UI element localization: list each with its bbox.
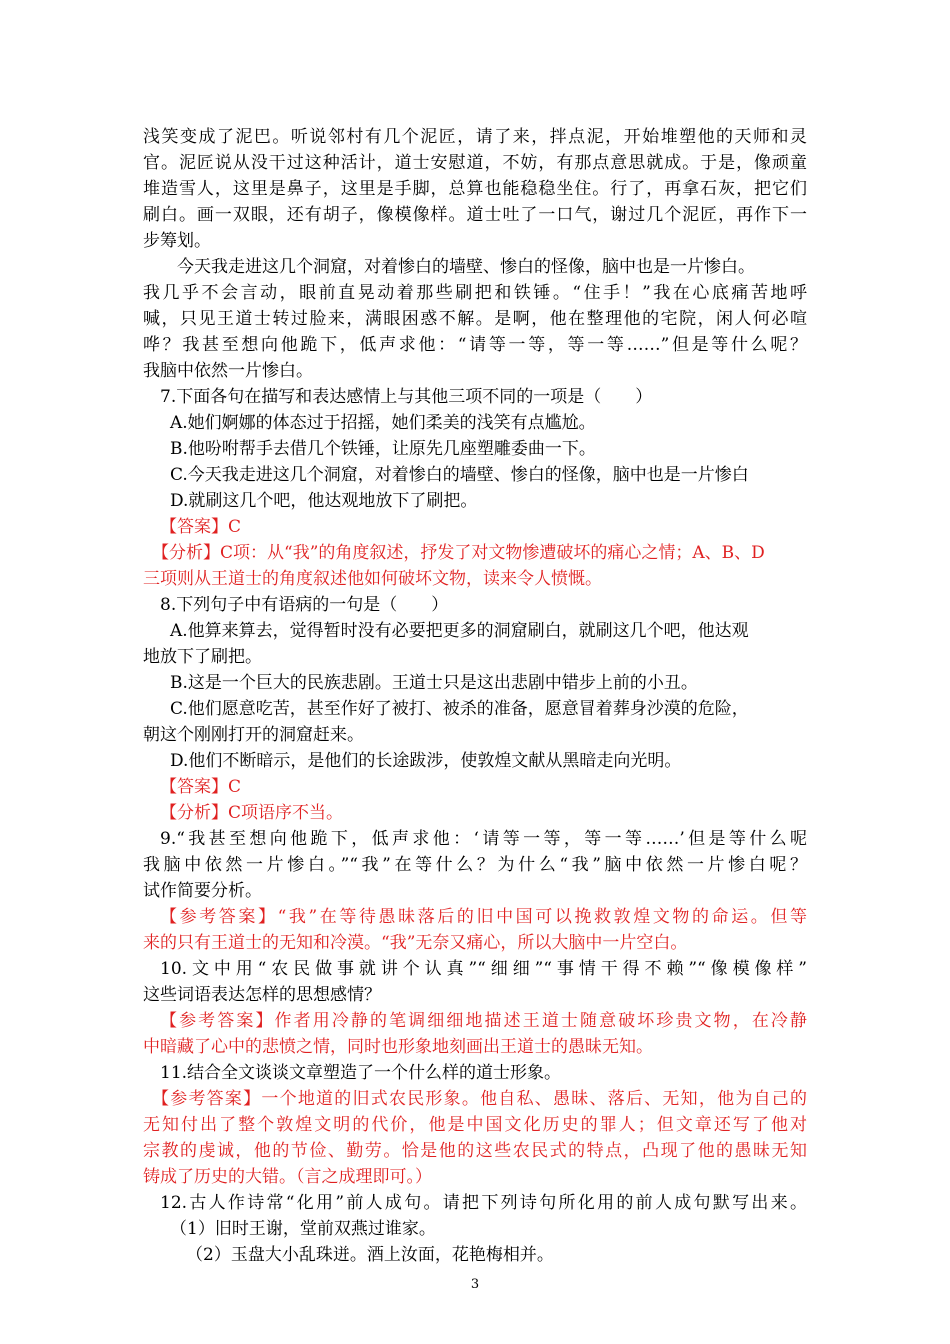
option-a-cont: 地放下了刷把。 [143,647,262,667]
analysis-text: 【分析】C项：从“我”的角度叙述，抒发了对文物惨遭破坏的痛心之情；A、B、D [152,543,765,563]
question-9-cont: 我脑中依然一片惨白。”“我”在等什么？为什么“我”脑中依然一片惨白呢？ [143,855,807,875]
answer-label: 【答案】C [160,777,242,797]
option-a: A.她们婀娜的体态过于招摇，她们柔美的浅笑有点尴尬。 [170,413,596,433]
page-number: 3 [470,1277,480,1292]
reference-answer: 无知付出了整个敦煌文明的代价，他是中国文化历史的罪人；但文章还写了他对 [143,1115,807,1135]
passage-line: 我脑中依然一片惨白。 [143,361,313,381]
reference-answer: 宗教的虔诚，他的节俭、勤劳。恰是他的这些农民式的特点，凸现了他的愚昧无知 [143,1141,807,1161]
option-b: B.他吩咐帮手去借几个铁锤，让原先几座塑雕委曲一下。 [170,439,596,459]
passage-line: 哗？我甚至想向他跪下，低声求他：“请等一等，等一等……”但是等什么呢？ [143,335,807,355]
passage-line: 浅笑变成了泥巴。听说邻村有几个泥匠，请了来，拌点泥，开始堆塑他的天师和灵 [143,127,807,147]
analysis-text: 【分析】C项语序不当。 [160,803,344,823]
reference-answer: 【参考答案】作者用冷静的笔调细细地描述王道士随意破坏珍贵文物，在冷静 [160,1011,807,1031]
passage-line: 步筹划。 [143,231,211,251]
option-a: A.他算来算去，觉得暂时没有必要把更多的洞窟刷白，就刷这几个吧，他达观 [170,621,749,641]
question-11: 11.结合全文谈谈文章塑造了一个什么样的道士形象。 [160,1063,562,1083]
reference-answer: 中暗藏了心中的悲愤之情，同时也形象地刻画出王道士的愚昧无知。 [143,1037,653,1057]
subquestion-2: （2）玉盘大小乱珠迸。酒上汝面，花艳梅相并。 [186,1245,554,1265]
question-9: 9.“我甚至想向他跪下，低声求他：‘请等一等，等一等……’但是等什么呢 [160,829,807,849]
passage-line: 喊，只见王道士转过脸来，满眼困惑不解。是啊，他在整理他的宅院，闲人何必喧 [143,309,807,329]
reference-answer: 【参考答案】“我”在等待愚昧落后的旧中国可以挽救敦煌文物的命运。但等 [160,907,807,927]
option-c-cont: 朝这个刚刚打开的洞窟赶来。 [143,725,364,745]
question-10: 10.文中用“农民做事就讲个认真”“细细”“事情干得不赖”“像模像样” [160,959,807,979]
passage-line: 我几乎不会言动，眼前直晃动着那些刷把和铁锤。“住手！”我在心底痛苦地呼 [143,283,807,303]
option-d: D.就刷这几个吧，他达观地放下了刷把。 [170,491,478,511]
reference-answer: 来的只有王道士的无知和冷漠。“我”无奈又痛心，所以大脑中一片空白。 [143,933,688,953]
option-c: C.他们愿意吃苦，甚至作好了被打、被杀的准备，愿意冒着葬身沙漠的危险， [170,699,749,719]
analysis-text: 三项则从王道士的角度叙述他如何破坏文物，读来令人愤慨。 [143,569,602,589]
option-c: C.今天我走进这几个洞窟，对着惨白的墙壁、惨白的怪像，脑中也是一片惨白 [170,465,749,485]
question-9-cont: 试作简要分析。 [143,881,262,901]
reference-answer: 铸成了历史的大错。（言之成理即可。） [143,1167,432,1187]
question-12: 12.古人作诗常“化用”前人成句。请把下列诗句所化用的前人成句默写出来。 [160,1193,807,1213]
question-7: 7.下面各句在描写和表达感情上与其他三项不同的一项是（ ） [160,387,653,407]
option-d: D.他们不断暗示，是他们的长途跋涉，使敦煌文献从黑暗走向光明。 [170,751,682,771]
question-10-cont: 这些词语表达怎样的思想感情？ [143,985,381,1005]
passage-line: 刷白。画一双眼，还有胡子，像模像样。道士吐了一口气，谢过几个泥匠，再作下一 [143,205,807,225]
passage-line: 今天我走进这几个洞窟，对着惨白的墙壁、惨白的怪像，脑中也是一片惨白。 [177,257,755,277]
question-8: 8.下列句子中有语病的一句是（ ） [160,595,449,615]
passage-line: 堆造雪人，这里是鼻子，这里是手脚，总算也能稳稳坐住。行了，再拿石灰，把它们 [143,179,807,199]
passage-line: 官。泥匠说从没干过这种活计，道士安慰道，不妨，有那点意思就成。于是，像顽童 [143,153,807,173]
option-b: B.这是一个巨大的民族悲剧。王道士只是这出悲剧中错步上前的小丑。 [170,673,698,693]
reference-answer: 【参考答案】一个地道的旧式农民形象。他自私、愚昧、落后、无知，他为自己的 [152,1089,807,1109]
subquestion-1: （1）旧时王谢，堂前双燕过谁家。 [170,1219,436,1239]
answer-label: 【答案】C [160,517,242,537]
